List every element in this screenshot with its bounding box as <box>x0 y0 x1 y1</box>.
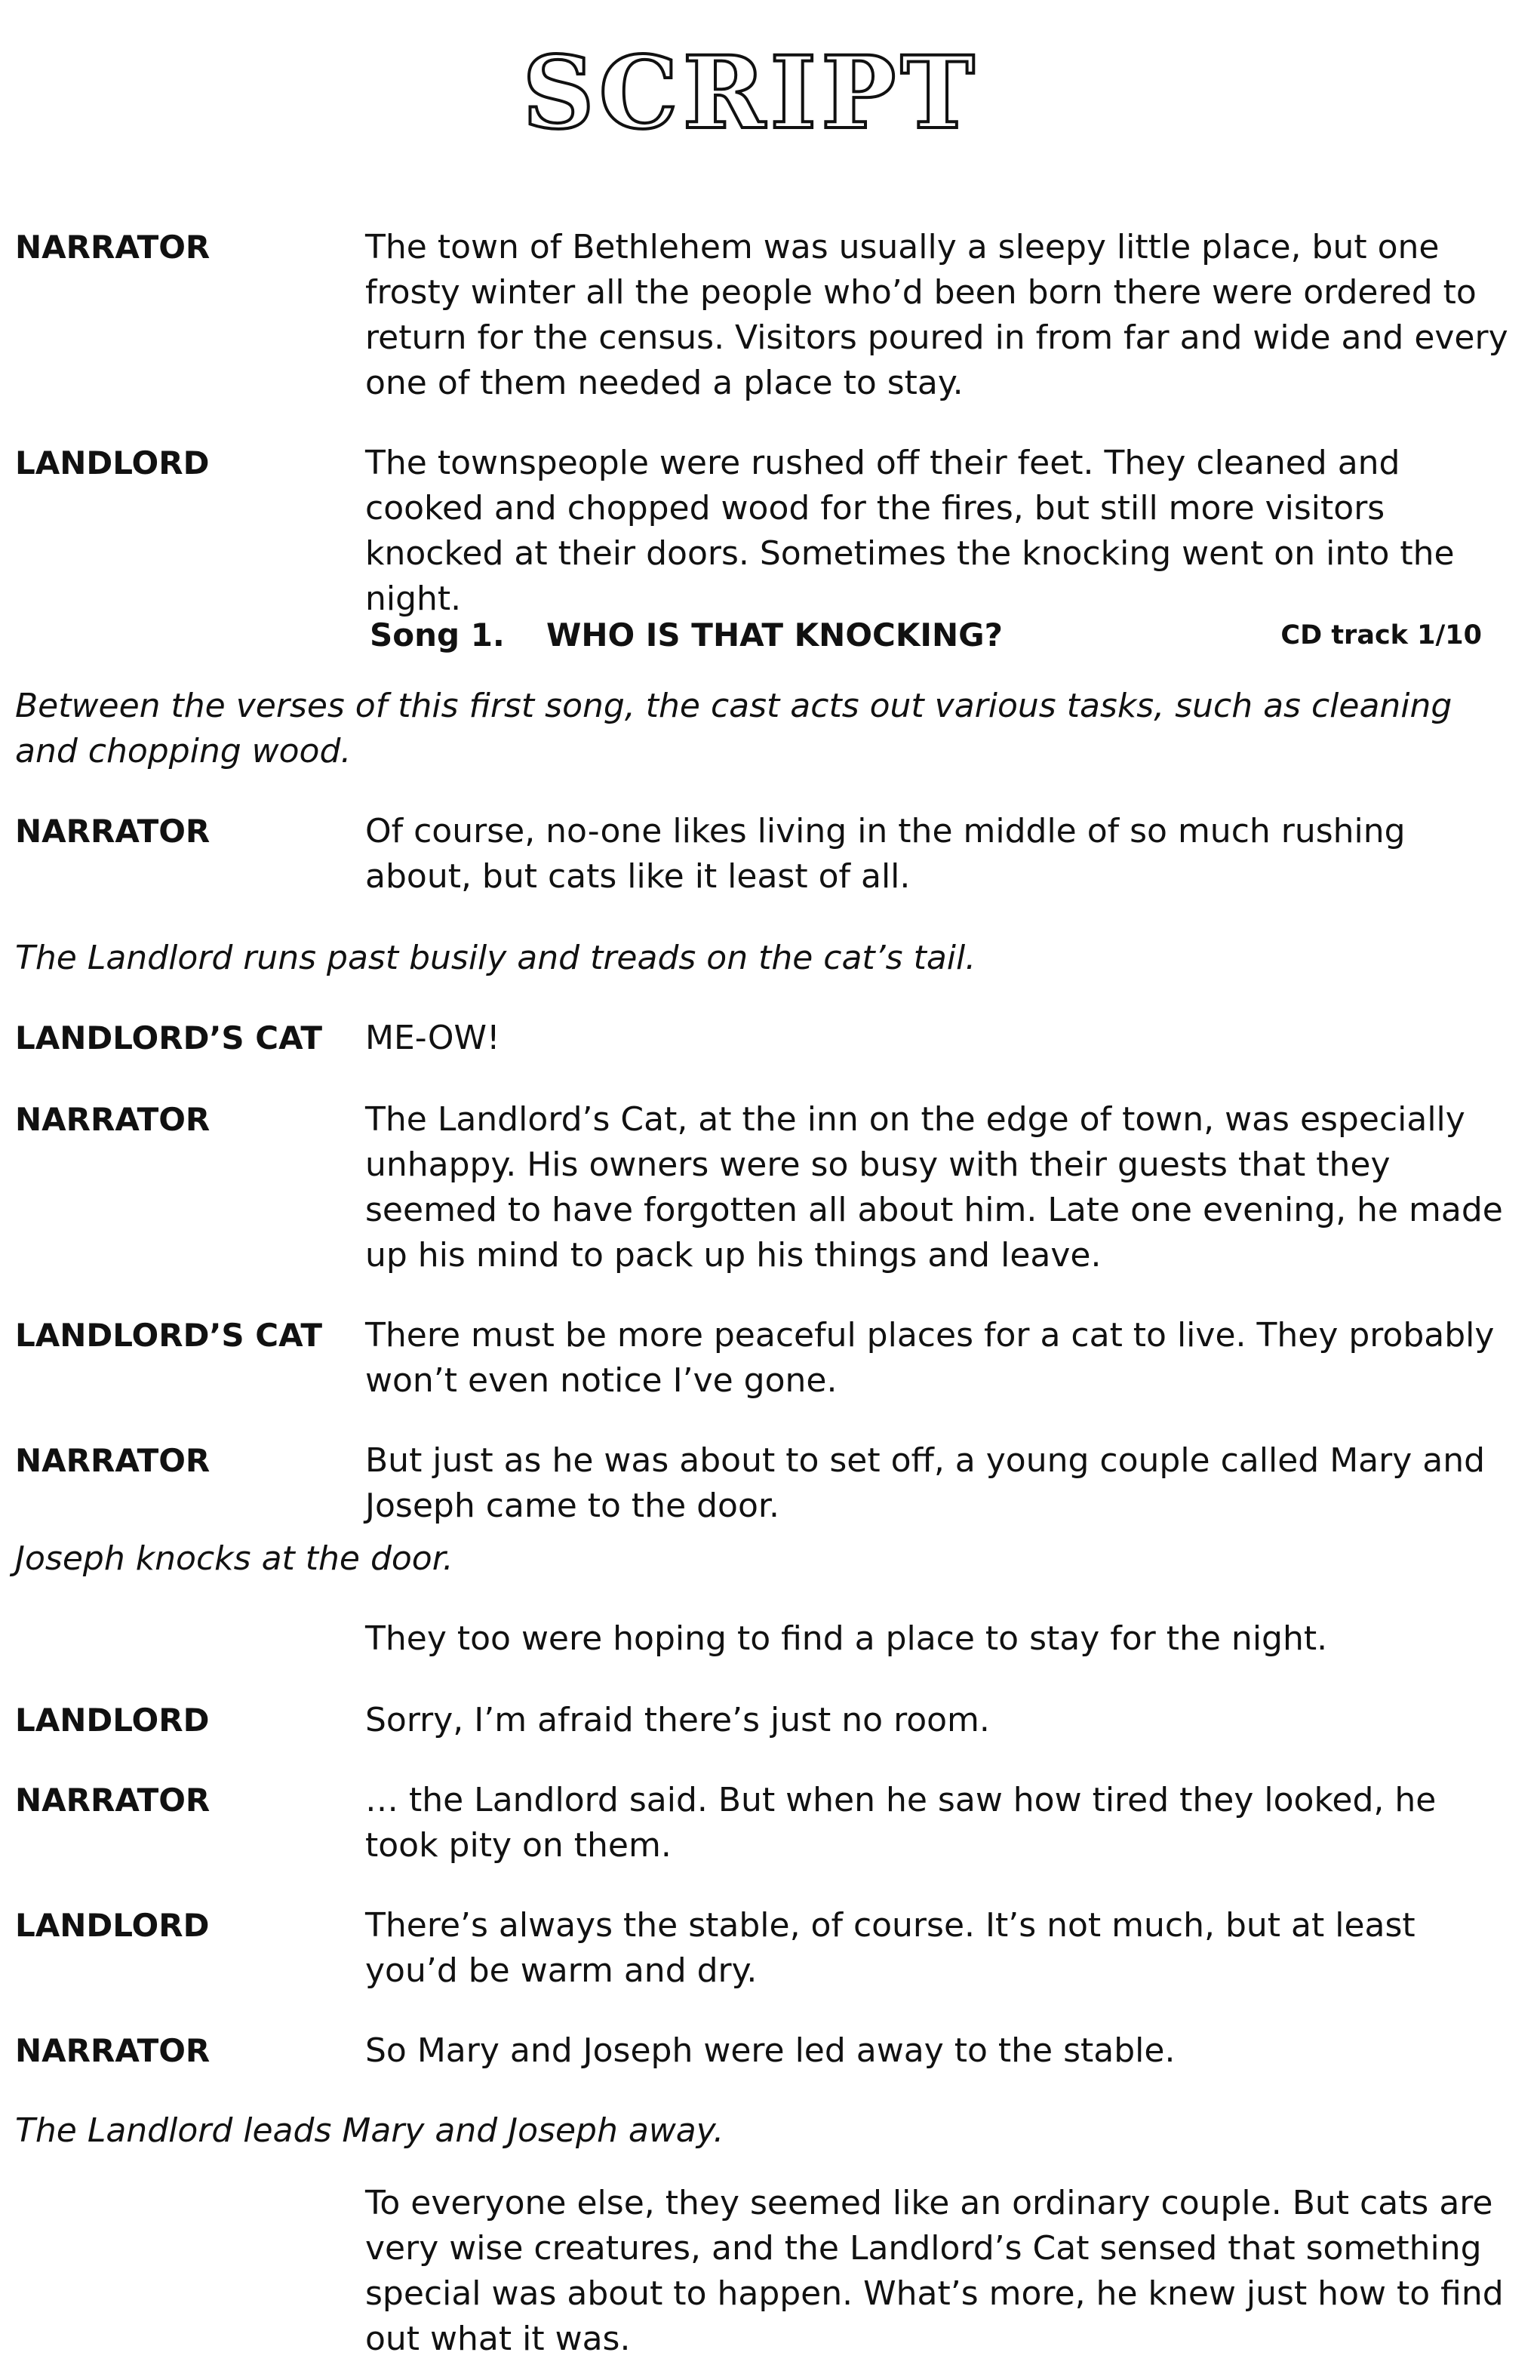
speech-text: Of course, no-one likes living in the middle of so much rushing about, but cats like it least of all. <box>365 812 1406 896</box>
stage-direction: The Landlord leads Mary and Joseph away. <box>15 2111 724 2150</box>
speaker-name: NARRATOR <box>15 1782 211 1819</box>
speech-text: They too were hoping to find a place to stay for the night. <box>365 1619 1328 1658</box>
speech-text: The town of Bethlehem was usually a sleepy little place, but one frosty winter all the people who’d been born there were ordered to return for the census. Visitors poured in from far and wide and every one of them needed a place to stay. <box>365 228 1508 402</box>
song-number: Song 1. <box>370 617 505 653</box>
speaker-name: NARRATOR <box>15 229 211 266</box>
speaker-name: NARRATOR <box>15 813 211 850</box>
stage-direction: Between the verses of this first song, the cast acts out various tasks, such as cleaning and chopping wood. <box>15 687 1452 770</box>
speech-text: The Landlord’s Cat, at the inn on the edge of town, was especially unhappy. His owners were so busy with their guests that they seemed to have forgotten all about him. Late one evening, he made up his mind to pack up his things and leave. <box>365 1100 1503 1275</box>
speaker-name: NARRATOR <box>15 1101 211 1138</box>
speech-text: There’s always the stable, of course. It’s not much, but at least you’d be warm and dry. <box>365 1906 1416 1990</box>
stage-direction: The Landlord runs past busily and treads on the cat’s tail. <box>15 939 976 977</box>
stage-direction: Joseph knocks at the door. <box>15 1539 453 1578</box>
speech-text: Sorry, I’m afraid there’s just no room. <box>365 1701 990 1739</box>
speaker-name: LANDLORD <box>15 444 210 481</box>
speech-text: There must be more peaceful places for a cat to live. They probably won’t even notice I’ve gone. <box>365 1316 1495 1400</box>
speech-text: ME-OW! <box>365 1019 500 1057</box>
speaker-name: NARRATOR <box>15 1442 211 1479</box>
song-track: CD track 1/10 <box>1280 620 1482 650</box>
song-title: WHO IS THAT KNOCKING? <box>546 617 1004 653</box>
speech-text: The townspeople were rushed off their feet. They cleaned and cooked and chopped wood for the fires, but still more visitors knocked at their doors. Sometimes the knocking went on into the night. <box>365 444 1455 618</box>
speaker-name: NARRATOR <box>15 2032 211 2069</box>
speech-text: But just as he was about to set off, a young couple called Mary and Joseph came to the door. <box>365 1441 1486 1525</box>
speech-text: … the Landlord said. But when he saw how tired they looked, he took pity on them. <box>365 1781 1437 1865</box>
page-title: SCRIPT <box>522 35 979 152</box>
speaker-name: LANDLORD <box>15 1907 210 1944</box>
song-heading <box>0 613 1540 658</box>
speech-text: So Mary and Joseph were led away to the stable. <box>365 2031 1176 2070</box>
speaker-name: LANDLORD’S CAT <box>15 1317 322 1354</box>
speaker-name: LANDLORD <box>15 1702 210 1739</box>
speech-text: To everyone else, they seemed like an ordinary couple. But cats are very wise creatures, and the Landlord’s Cat sensed that something special was about to happen. What’s more, he knew just how to find out what it was. <box>365 2184 1504 2358</box>
speaker-name: LANDLORD’S CAT <box>15 1019 322 1056</box>
